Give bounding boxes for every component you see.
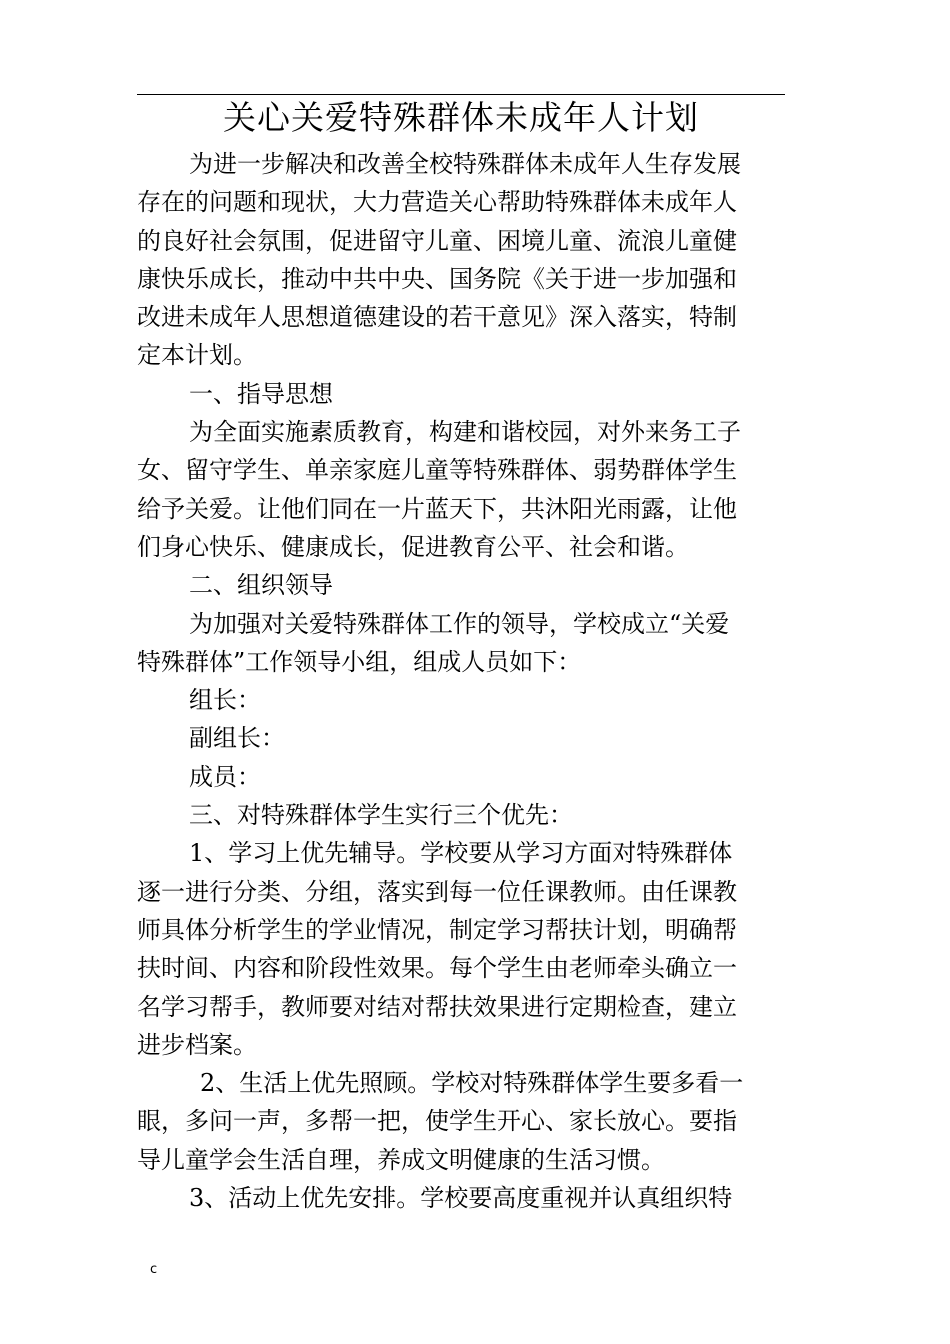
body-line: 为加强对关爱特殊群体工作的领导，学校成立“关爱 [189,609,730,638]
body-line: 3、活动上优先安排。学校要高度重视并认真组织特 [189,1184,733,1213]
body-line: 逐一进行分类、分组，落实到每一位任课教师。由任课教 [137,877,737,906]
body-line: 女、留守学生、单亲家庭儿童等特殊群体、弱势群体学生 [137,456,737,485]
role-line-members: 成员： [189,762,261,791]
header-rule [137,94,785,95]
body-line: 眼，多问一声，多帮一把，使学生开心、家长放心。要指 [137,1107,737,1136]
body-line: 定本计划。 [137,341,257,370]
body-line: 师具体分析学生的学业情况，制定学习帮扶计划，明确帮 [137,915,737,944]
body-line: 扶时间、内容和阶段性效果。每个学生由老师牵头确立一 [137,954,737,983]
body-line: 导儿童学会生活自理，养成文明健康的生活习惯。 [137,1145,665,1174]
role-line-leader: 组长： [189,686,261,715]
body-line: 1、学习上优先辅导。学校要从学习方面对特殊群体 [189,839,733,868]
body-line: 给予关爱。让他们同在一片蓝天下，共沐阳光雨露，让他 [137,494,737,523]
section-heading: 二、组织领导 [189,571,333,600]
body-line: 改进未成年人思想道德建设的若干意见》深入落实，特制 [137,303,737,332]
document-body [137,145,785,1217]
body-line: 特殊群体”工作领导小组，组成人员如下： [137,647,582,676]
role-line-deputy: 副组长： [189,724,285,753]
footer-mark: c [150,1262,158,1277]
body-line: 进步档案。 [137,1030,257,1059]
body-line: 2、生活上优先照顾。学校对特殊群体学生要多看一 [200,1069,744,1098]
body-line: 为进一步解决和改善全校特殊群体未成年人生存发展 [189,150,741,178]
body-line: 为全面实施素质教育，构建和谐校园，对外来务工子 [189,418,741,447]
document-title: 关心关爱特殊群体未成年人计划 [223,98,699,137]
body-line: 名学习帮手，教师要对结对帮扶效果进行定期检查，建立 [137,992,737,1021]
body-line: 的良好社会氛围，促进留守儿童、困境儿童、流浪儿童健 [137,226,737,255]
body-line: 康快乐成长，推动中共中央、国务院《关于进一步加强和 [137,264,737,293]
section-heading: 一、指导思想 [189,379,333,408]
body-line: 们身心快乐、健康成长，促进教育公平、社会和谐。 [137,532,689,561]
section-heading: 三、对特殊群体学生实行三个优先： [189,801,573,830]
body-line: 存在的问题和现状，大力营造关心帮助特殊群体未成年人 [137,188,737,217]
